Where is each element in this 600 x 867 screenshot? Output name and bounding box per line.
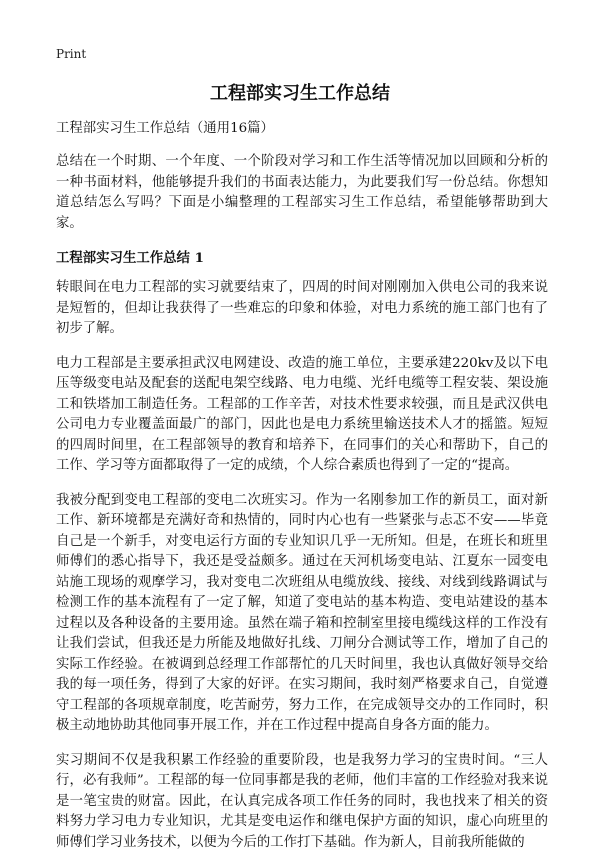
intro-paragraph: 总结在一个时期、一个年度、一个阶段对学习和工作生活等情况加以回顾和分析的一种书面材料，他能够提升我们的书面表达能力，为此要我们写一份总结。你想知道总结怎么写吗？下面是小编整理的工程部实习生工作总结，希望能够帮助到大家。: [56, 154, 548, 231]
document-body: [56, 119, 548, 867]
page-title: 工程部实习生工作总结: [210, 83, 390, 104]
body-paragraph: 实习期间不仅是我积累工作经验的重要阶段，也是我努力学习的宝贵时间。“三人行，必有我师”。工程部的每一位同事都是我的老师，他们丰富的工作经验对我来说是一笔宝贵的财富。因此，在认真完成各项工作任务的同时，我也找来了相关的资料努力学习电力专业知识，尤其是变电运作和继电保护方面的知识，虚心向班里的师傅们学习业务技术，以便为今后的工作打下基础。作为新人，目前我所能做的: [56, 752, 548, 850]
section-heading: 工程部实习生工作总结 1: [56, 250, 204, 266]
document-subtitle: 工程部实习生工作总结（通用16篇）: [56, 121, 274, 136]
body-paragraph: 转眼间在电力工程部的实习就要结束了，四周的时间对刚刚加入供电公司的我来说是短暂的，但却让我获得了一些难忘的印象和体验，对电力系统的施工部门也有了初步了解。: [56, 280, 548, 336]
print-link[interactable]: Print: [56, 47, 87, 61]
body-paragraph: 我被分配到变电工程部的变电二次班实习。作为一名刚参加工作的新员工，面对新工作、新环境都是充满好奇和热情的，同时内心也有一些紧张与忐忑不安——毕竟自己是一个新手，对变电运行方面的专业知识几乎一无所知。但是，在班长和班里师傅们的悉心指导下，我还是受益颇多。通过在天河机场变电站、江夏东一园变电站施工现场的观摩学习，我对变电二次班组从电缆放线、接线、对线到线路调试与检测工作的基本流程有了一定了解，知道了变电站的基本构造、变电站建设的基本过程以及各种设备的主要用途。虽然在端子箱和控制室里接电缆线这样的工作没有让我们尝试，但我还是力所能及地做好扎线、刀闸分合测试等工作，增加了自己的实际工作经验。在被调到总经理工作部帮忙的几天时间里，我也认真做好领导交给我的每一项任务，得到了大家的好评。在实习期间，我时刻严格要求自己，自觉遵守工程部的各项规章制度，吃苦耐劳，努力工作，在完成领导交办的工作同时，积极主动地协助其他同事开展工作，并在工作过程中提高自身各方面的能力。: [56, 492, 548, 733]
body-paragraph: 电力工程部是主要承担武汉电网建设、改造的施工单位，主要承建220kv及以下电压等级变电站及配套的送配电架空线路、电力电缆、光纤电缆等工程安装、架设施工和铁塔加工制造任务。工程部的工作辛苦，对技术性要求较强，而且是武汉供电公司电力专业覆盖面最广的部门，因此也是电力系统里输送技术人才的摇篮。短短的四周时间里，在工程部领导的教育和培养下，在同事们的关心和帮助下，自己的工作、学习等方面都取得了一定的成绩，个人综合素质也得到了一定的“提高。: [56, 355, 548, 473]
